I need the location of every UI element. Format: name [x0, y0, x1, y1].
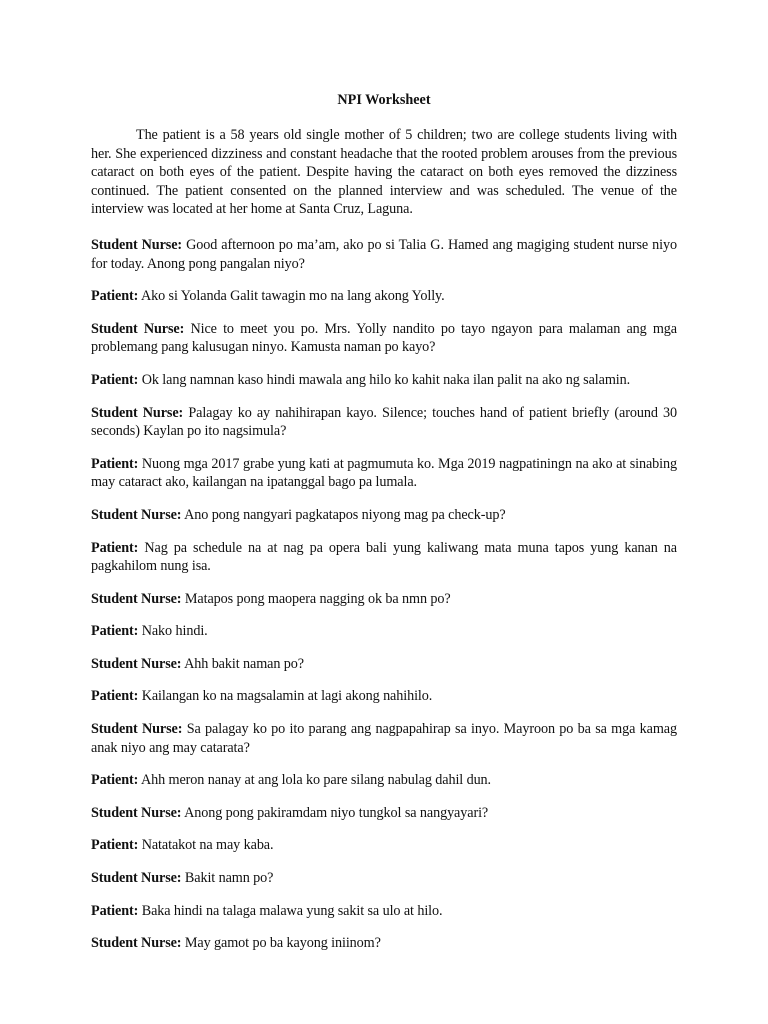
dialogue-text: Anong pong pakiramdam niyo tungkol sa nangyayari? [184, 804, 489, 821]
speaker-label: Student Nurse: [91, 320, 185, 337]
speaker-label: Student Nurse: [91, 721, 183, 738]
dialogue-turn [91, 622, 677, 641]
dialogue-text: Ok lang namnan kaso hindi mawala ang hilo ko kahit naka ilan palit na ako ng salamin. [141, 371, 631, 388]
dialogue-text: Ahh meron nanay at ang lola ko pare silang nabulag dahil dun. [140, 772, 492, 789]
dialogue-turn [91, 539, 677, 576]
dialogue-text: Baka hindi na talaga malawa yung sakit sa ulo at hilo. [141, 902, 443, 919]
dialogue-text: Kailangan ko na magsalamin at lagi akong nahihilo. [141, 688, 433, 705]
dialogue-turn [91, 506, 677, 525]
speaker-label: Patient: [91, 902, 139, 919]
dialogue-text: Sa palagay ko po ito parang ang nagpapahirap sa inyo. Mayroon po ba sa mga kamag anak niyo ang may catarata? [91, 721, 677, 756]
speaker-label: Patient: [91, 688, 139, 705]
dialogue-turn [91, 404, 677, 441]
speaker-label: Patient: [91, 539, 139, 556]
dialogue-text: Good afternoon po ma’am, ako po si Talia G. Hamed ang magiging student nurse niyo for today. Anong pong pangalan niyo? [91, 236, 677, 272]
dialogue-turn [91, 320, 677, 357]
dialogue-text: Nako hindi. [141, 623, 208, 640]
speaker-label: Student Nurse: [91, 935, 182, 952]
dialogue-turn [91, 902, 677, 921]
speaker-label: Student Nurse: [91, 404, 184, 421]
dialogue-text: Natatakot na may kaba. [141, 837, 274, 854]
speaker-label: Student Nurse: [91, 870, 182, 887]
page-title: NPI Worksheet [337, 92, 431, 108]
dialogue-turn [91, 687, 677, 706]
dialogue-text: Matapos pong maopera nagging ok ba nmn po? [184, 590, 451, 607]
document-page [91, 91, 677, 967]
dialogue-turn [91, 655, 677, 674]
dialogue-turn [91, 934, 677, 953]
dialogue-text: Palagay ko ay nahihirapan kayo. Silence; touches hand of patient briefly (around 30 seconds) Kaylan po ito nagsimula? [91, 404, 677, 440]
speaker-label: Patient: [91, 772, 139, 789]
speaker-label: Patient: [91, 455, 139, 472]
dialogue-text: Nice to meet you po. Mrs. Yolly nandito po tayo ngayon para malaman ang mga problemang pang kalusugan ninyo. Kamusta naman po kayo? [91, 320, 677, 356]
speaker-label: Patient: [91, 623, 139, 640]
dialogue-text: Nag pa schedule na at nag pa opera bali yung kaliwang mata muna tapos yung kanan na pagkahilom nung isa. [91, 539, 677, 575]
speaker-label: Patient: [91, 288, 139, 305]
intro-paragraph: The patient is a 58 years old single mother of 5 children; two are college students living with her. She experienced dizziness and constant headache that the rooted problem arouses from the previous cataract on both eyes of the patient. Despite having the cataract on both eyes removed the dizziness continued. The patient consented on the planned interview and was scheduled. The venue of the interview was located at her home at Santa Cruz, Laguna. [91, 127, 677, 218]
dialogue-turn [91, 455, 677, 492]
dialogue-text: May gamot po ba kayong iniinom? [184, 935, 381, 952]
dialogue-turn [91, 804, 677, 823]
dialogue-turn [91, 720, 677, 757]
dialogue-text: Ahh bakit naman po? [184, 655, 304, 672]
speaker-label: Student Nurse: [91, 506, 182, 523]
dialogue-text: Nuong mga 2017 grabe yung kati at pagmumuta ko. Mga 2019 nagpatiningn na ako at sinabing may cataract ako, kailangan na ipatanggal bago pa lumala. [91, 455, 677, 491]
dialogue-turn [91, 590, 677, 609]
dialogue-text: Ako si Yolanda Galit tawagin mo na lang akong Yolly. [140, 288, 445, 305]
dialogue-turn [91, 836, 677, 855]
speaker-label: Patient: [91, 837, 139, 854]
dialogue-text: Bakit namn po? [184, 870, 274, 887]
dialogue-text: Ano pong nangyari pagkatapos niyong mag pa check-up? [184, 506, 506, 523]
speaker-label: Student Nurse: [91, 655, 182, 672]
dialogue-turn [91, 287, 677, 306]
speaker-label: Student Nurse: [91, 590, 182, 607]
dialogue-turn [91, 371, 677, 390]
dialogue-turn [91, 771, 677, 790]
speaker-label: Student Nurse: [91, 804, 182, 821]
dialogue-turn [91, 236, 677, 273]
dialogue-turn [91, 869, 677, 888]
speaker-label: Student Nurse: [91, 236, 183, 253]
speaker-label: Patient: [91, 371, 139, 388]
